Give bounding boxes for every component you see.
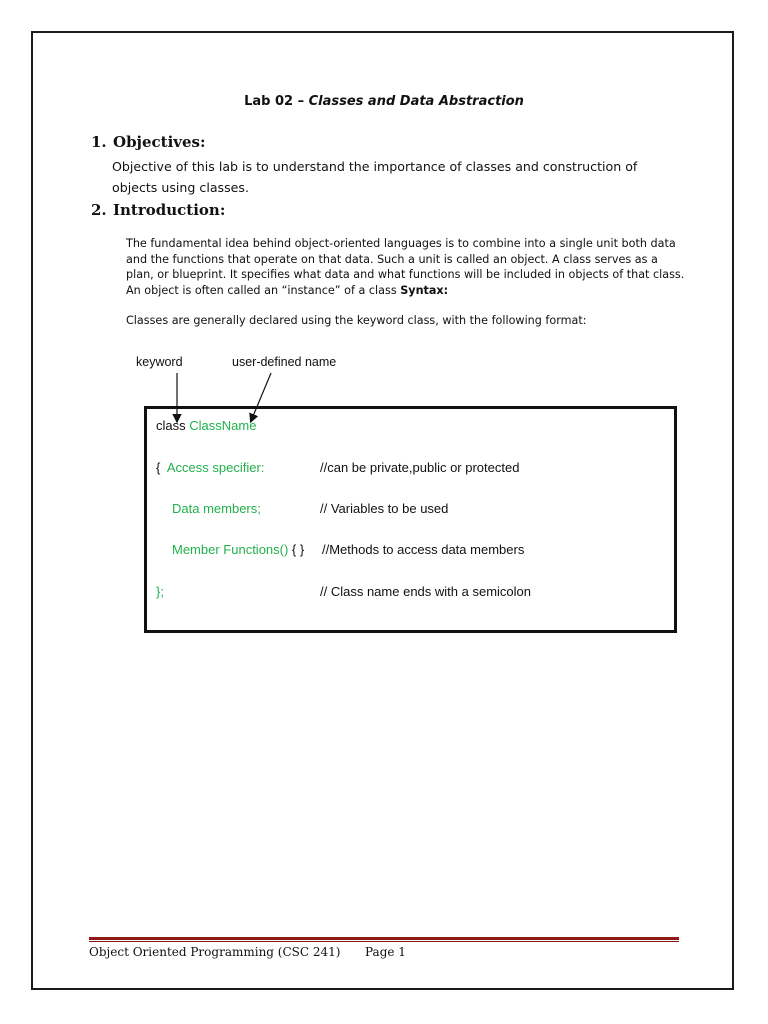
user-defined-callout: user-defined name [232,355,337,369]
footer-course: Object Oriented Programming (CSC 241) [89,945,341,959]
code-brace: { [156,460,167,475]
section-title: Introduction: [113,201,226,219]
code-member-functions: Member Functions() [172,542,289,557]
code-keyword: class [156,418,190,433]
code-line-class [156,418,256,433]
footer-rule-bottom [89,941,679,942]
code-comment-closing: // Class name ends with a semicolon [320,584,531,599]
code-access: Access specifier: [166,460,265,475]
section-number: 2. [91,201,107,219]
code-data-members: Data members; [172,501,261,516]
footer-page: Page 1 [365,945,406,959]
code-comment-access: //can be private,public or protected [320,460,520,475]
code-line-access [156,460,264,475]
objectives-paragraph: Objective of this lab is to understand the importance of classes and construction of objects using classes. [112,159,638,195]
code-comment-data: // Variables to be used [320,501,449,516]
code-closing: }; [156,584,164,599]
code-classname: ClassName [189,418,257,433]
title-italic: Classes and Data Abstraction [308,94,524,109]
code-line-functions [172,542,304,557]
code-braces: { } [288,542,305,557]
keyword-callout: keyword [136,355,183,369]
footer-rule-top [89,937,679,940]
section-title: Objectives: [113,133,206,151]
intro-text: The fundamental idea behind object-oriented languages is to combine into a single unit both data and the functions that operate on that data. Such a unit is called an object. A class serves as a plan, or blueprint. It specifies what data and what functions will be included in objects of that class. An object is often called an “instance” of a class [126,237,685,297]
syntax-label: Syntax: [400,283,449,297]
format-line: Classes are generally declared using the keyword class, with the following format: [126,314,587,327]
code-comment-functions: //Methods to access data members [322,542,525,557]
title-prefix: Lab 02 – [244,94,309,109]
section-number: 1. [91,133,107,151]
